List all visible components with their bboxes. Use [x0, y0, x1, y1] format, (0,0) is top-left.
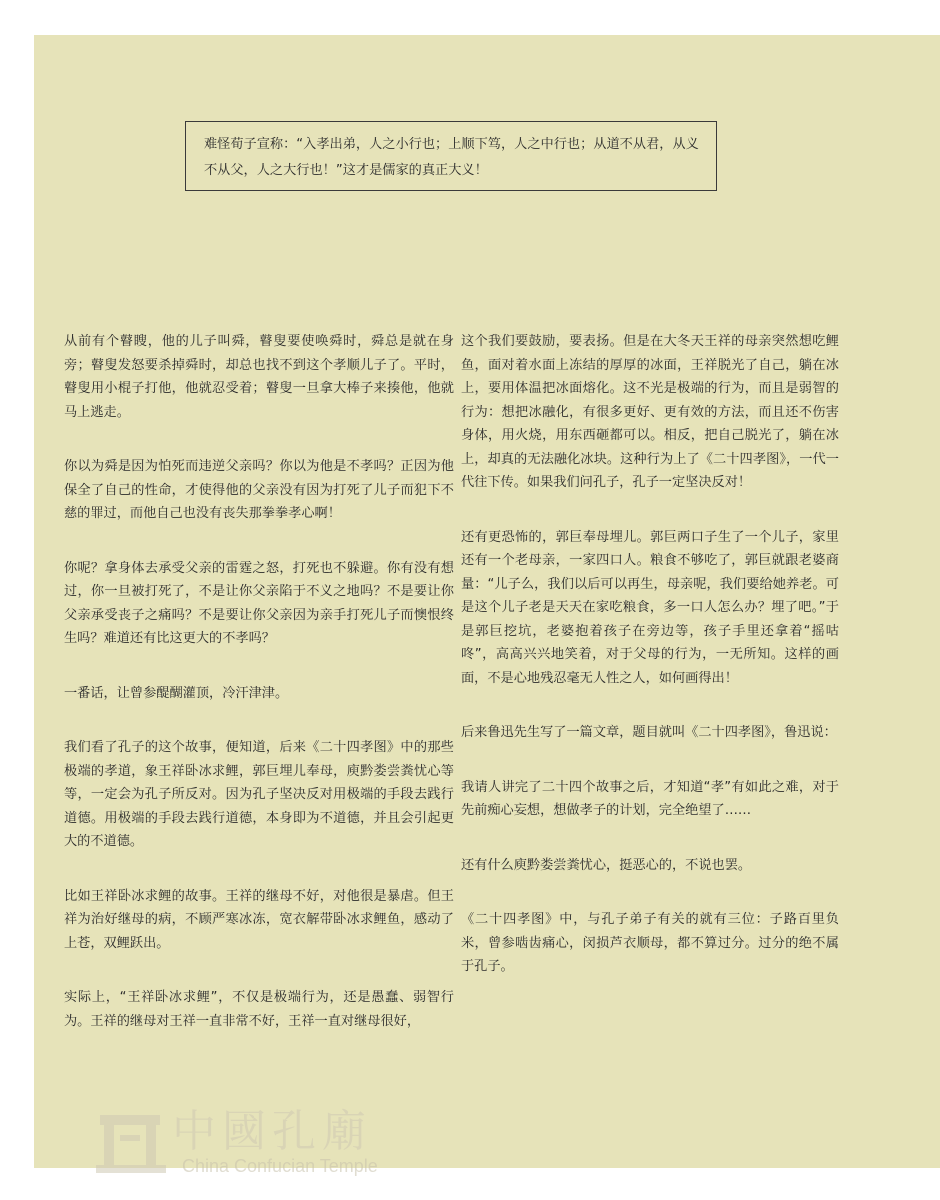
- paragraph: 实际上，“王祥卧冰求鲤”，不仅是极端行为，还是愚蠢、弱智行为。王祥的继母对王祥一直非常不好，王祥一直对继母很好，: [64, 990, 454, 1029]
- left-column: [64, 330, 454, 1064]
- watermark: [96, 1106, 426, 1193]
- paragraph: 后来鲁迅先生写了一篇文章，题目就叫《二十四孝图》，鲁迅说：: [461, 725, 837, 740]
- paragraph: 我请人讲完了二十四个故事之后，才知道“孝”有如此之难，对于先前痴心妄想，想做孝子的计划，完全绝望了……: [461, 779, 839, 818]
- paragraph: 一番话，让曾参醍醐灌顶，冷汗津津。: [64, 685, 289, 701]
- paragraph: 还有更恐怖的，郭巨奉母埋儿。郭巨两口子生了一个儿子，家里还有一个老母亲，一家四口人。粮食不够吃了，郭巨就跟老婆商量：“儿子么，我们以后可以再生，母亲呢，我们要给她养老。可是这个儿子老是天天在家吃粮食，多一口人怎么办？埋了吧。”于是郭巨挖坑，老婆抱着孩子在旁边等，孩子手里还拿着“摇咕咚”，高高兴兴地笑着，对于父母的行为，一无所知。这样的画面，不是心地残忍毫无人性之人，如何画得出！: [461, 529, 839, 686]
- quote-box: [185, 121, 717, 191]
- watermark-chinese: 中國孔廟: [172, 1106, 372, 1157]
- paragraph: 从前有个瞽瞍，他的儿子叫舜，瞽叟要使唤舜时，舜总是就在身旁；瞽叟发怒要杀掉舜时，却总也找不到这个孝顺儿子了。平时，瞽叟用小棍子打他，他就忍受着；瞽叟一旦拿大棒子来揍他，他就马上逃走。: [64, 334, 454, 420]
- page: [34, 35, 940, 1176]
- paragraph: 比如王祥卧冰求鲤的故事。王祥的继母不好，对他很是暴虐。但王祥为治好继母的病，不顾严寒冰冻，宽衣解带卧冰求鲤鱼，感动了上苍，双鲤跃出。: [64, 888, 454, 951]
- paragraph: 我们看了孔子的这个故事，便知道，后来《二十四孝图》中的那些极端的孝道，象王祥卧冰求鲤，郭巨埋儿奉母，庾黔娄尝粪忧心等等，一定会为孔子所反对。因为孔子坚决反对用极端的手段去践行道德。用极端的手段去践行道德，本身即为不道德，并且会引起更大的不道德。: [64, 740, 454, 849]
- paragraph: 你呢？拿身体去承受父亲的雷霆之怒，打死也不躲避。你有没有想过，你一旦被打死了，不是让你父亲陷于不义之地吗？不是要让你父亲承受丧子之痛吗？不是要让你父亲因为亲手打死儿子而懊恨终生吗？难道还有比这更大的不孝吗？: [64, 560, 454, 646]
- paragraph: 还有什么庾黔娄尝粪忧心，挺恶心的，不说也罢。: [461, 857, 752, 873]
- paragraph: 《二十四孝图》中，与孔子弟子有关的就有三位：子路百里负米，曾参啮齿痛心，闵损芦衣顺母，都不算过分。过分的绝不属于孔子。: [461, 912, 839, 974]
- quote-text: 难怪荀子宣称：“入孝出弟，人之小行也；上顺下笃，人之中行也；从道不从君，从义不从父，人之大行也！”这才是儒家的真正大义！: [204, 137, 699, 178]
- temple-icon: [96, 1113, 166, 1175]
- right-column: [461, 330, 839, 1010]
- paragraph: 这个我们要鼓励，要表扬。但是在大冬天王祥的母亲突然想吃鲤鱼，面对着水面上冻结的厚厚的冰面，王祥脱光了自己，躺在冰上，要用体温把冰面熔化。这不光是极端的行为，而且是弱智的行为：想把冰融化，有很多更好、更有效的方法，而且还不伤害身体，用火烧，用东西砸都可以。相反，把自己脱光了，躺在冰上，却真的无法融化冰块。这种行为上了《二十四孝图》，一代一代往下传。如果我们问孔子，孔子一定坚决反对！: [461, 334, 839, 490]
- watermark-english: China Confucian Temple: [182, 1156, 378, 1176]
- paragraph: 你以为舜是因为怕死而违逆父亲吗？你以为他是不孝吗？正因为他保全了自己的性命，才使得他的父亲没有因为打死了儿子而犯下不慈的罪过，而他自己也没有丧失那拳拳孝心啊！: [64, 459, 454, 521]
